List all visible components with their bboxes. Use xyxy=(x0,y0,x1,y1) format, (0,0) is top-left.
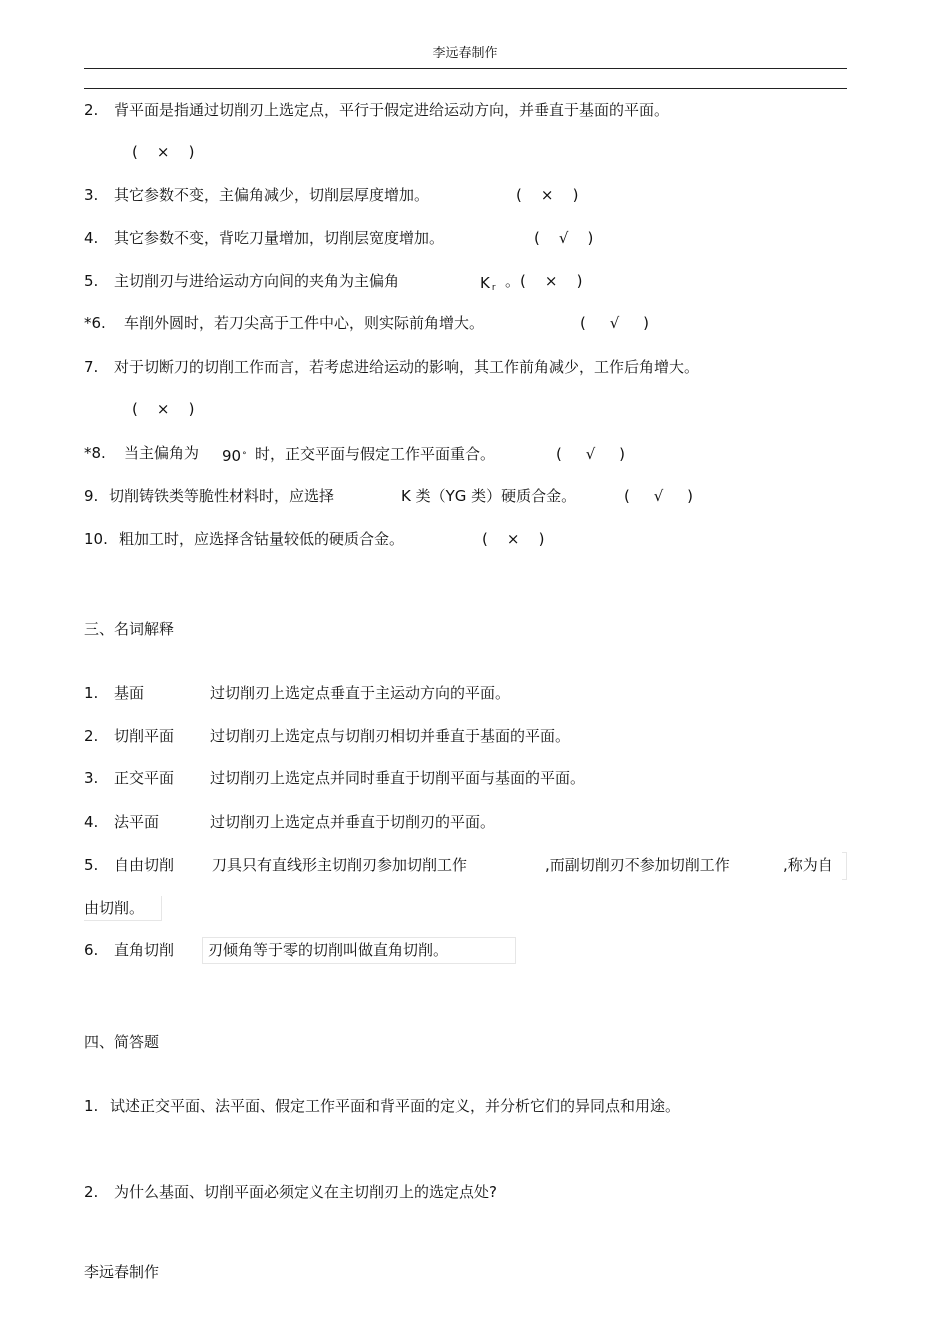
section-heading-terms: 三、名词解释 xyxy=(84,620,175,638)
term-number: 2. xyxy=(84,727,99,745)
answer-mark: ( × ) xyxy=(516,186,579,204)
term-name: 切削平面 xyxy=(114,727,175,745)
question-number: 9. xyxy=(84,487,99,505)
question-number: 2. xyxy=(84,1183,99,1201)
page-header: 李远春制作 xyxy=(432,46,498,61)
answer-mark: ( × ) xyxy=(132,400,195,418)
term-definition-part-b: ,而副切削刃不参加切削工作 xyxy=(545,856,730,874)
answer-mark: ( √ ) xyxy=(624,487,693,505)
symbol-kr: K $_r$ xyxy=(480,274,496,293)
term-number: 6. xyxy=(84,941,99,959)
question-text: 为什么基面、切削平面必须定义在主切削刃上的选定点处? xyxy=(114,1183,497,1201)
question-number: 1. xyxy=(84,1097,99,1115)
question-text: 其它参数不变，主偏角减少，切削层厚度增加。 xyxy=(114,186,430,204)
term-definition: 过切削刃上选定点与切削刃相切并垂直于基面的平面。 xyxy=(210,727,571,745)
question-text: 主切削刃与进给运动方向间的夹角为主偏角 xyxy=(114,272,400,290)
answer-mark: ( √ ) xyxy=(580,314,649,332)
term-name: 法平面 xyxy=(114,813,160,831)
term-name: 正交平面 xyxy=(114,769,175,787)
term-definition-part-c: ,称为自 xyxy=(783,856,833,874)
answer-mark: 。( × ) xyxy=(505,272,583,290)
angle-value: 90° xyxy=(222,447,247,465)
answer-mark: ( √ ) xyxy=(556,445,625,463)
header-rule-bottom xyxy=(84,88,847,89)
term-number: 1. xyxy=(84,684,99,702)
answer-mark: ( × ) xyxy=(132,143,195,161)
question-number: *6. xyxy=(84,314,106,332)
question-text: 背平面是指通过切削刃上选定点，平行于假定进给运动方向，并垂直于基面的平面。 xyxy=(114,101,670,119)
term-number: 5. xyxy=(84,856,99,874)
term-name: 基面 xyxy=(114,684,145,702)
question-text-a: 当主偏角为 xyxy=(124,444,200,462)
question-number: 7. xyxy=(84,358,99,376)
question-text: 粗加工时，应选择含钴量较低的硬质合金。 xyxy=(119,530,405,548)
header-rule-top xyxy=(84,68,847,69)
term-number: 4. xyxy=(84,813,99,831)
page-footer: 李远春制作 xyxy=(84,1263,160,1281)
question-number: 5. xyxy=(84,272,99,290)
question-number: 2. xyxy=(84,101,99,119)
question-number: 3. xyxy=(84,186,99,204)
answer-mark: ( √ ) xyxy=(534,229,594,247)
question-number: 10. xyxy=(84,530,108,548)
term-definition: 刃倾角等于零的切削叫做直角切削。 xyxy=(208,941,449,959)
question-text: 其它参数不变，背吃刀量增加，切削层宽度增加。 xyxy=(114,229,445,247)
term-name: 直角切削 xyxy=(114,941,175,959)
section-heading-short-answer: 四、简答题 xyxy=(84,1033,160,1051)
question-text-b: 时，正交平面与假定工作平面重合。 xyxy=(255,445,496,463)
text-box-edge xyxy=(842,852,847,880)
term-definition-part-a: 刀具只有直线形主切削刃参加切削工作 xyxy=(212,856,468,874)
term-number: 3. xyxy=(84,769,99,787)
question-text: 车削外圆时，若刀尖高于工件中心，则实际前角增大。 xyxy=(124,314,485,332)
term-definition: 过切削刃上选定点并垂直于切削刃的平面。 xyxy=(210,813,496,831)
question-number: *8. xyxy=(84,444,106,462)
term-definition-continuation: 由切削。 xyxy=(84,899,145,917)
question-text: 试述正交平面、法平面、假定工作平面和背平面的定义，并分析它们的异同点和用途。 xyxy=(110,1097,681,1115)
answer-mark: ( × ) xyxy=(482,530,545,548)
term-definition: 过切削刃上选定点并同时垂直于切削平面与基面的平面。 xyxy=(210,769,586,787)
term-name: 自由切削 xyxy=(114,856,175,874)
question-text: 对于切断刀的切削工作而言，若考虑进给运动的影响，其工作前角减少，工作后角增大。 xyxy=(114,358,700,376)
question-text-b: K 类（YG 类）硬质合金。 xyxy=(401,487,577,505)
term-definition: 过切削刃上选定点垂直于主运动方向的平面。 xyxy=(210,684,511,702)
question-text-a: 切削铸铁类等脆性材料时，应选择 xyxy=(109,487,335,505)
question-number: 4. xyxy=(84,229,99,247)
